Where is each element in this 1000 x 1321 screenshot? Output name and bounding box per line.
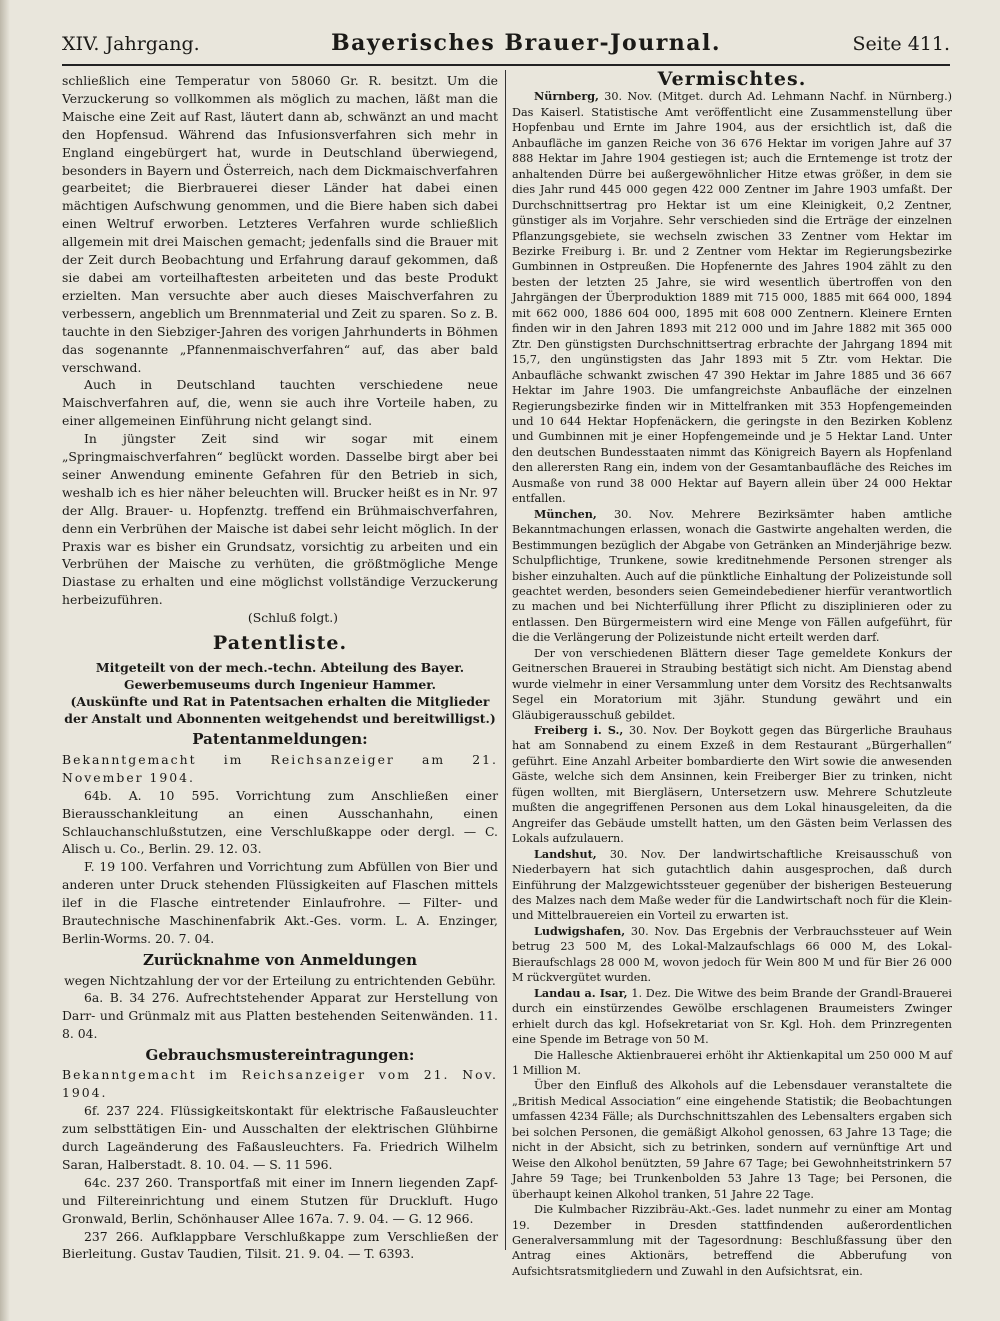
news-item-ludwigshafen (512, 924, 952, 986)
patent-list-source: Mitgeteilt von der mech.-techn. Abteilung des Bayer. Gewerbemuseums durch Ingenieur Hammer. (95, 660, 465, 692)
article-paragraph-2: Auch in Deutschland tauchten verschiedene neue Maischverfahren auf, die, wenn sie auch ihre Vorteile haben, zu einer allgemeinen Einführung nicht gelangt sind. (62, 377, 498, 429)
patent-applications-heading: Patentanmeldungen: (192, 730, 368, 748)
patent-list-title: Patentliste. (212, 632, 348, 655)
withdrawal-heading: Zurücknahme von Anmeldungen (142, 950, 418, 969)
article-paragraph-3: In jüngster Zeit sind wir sogar mit einem „Springmaischverfahren“ beglückt worden. Dasselbe birgt aber bei seiner Anwendung eminente Gefahren für den Betrieb in sich, weshalb ich es hier näher beleuchten will. Brucker heißt es in Nr. 97 der Allg. Brauer- u. Hopfenztg. treffend ein Brühmaischverfahren, denn ein Verbrühen der Maische ist dabei sehr leicht möglich. In der Praxis war es bisher ein Grundsatz, vorsichtig zu arbeiten und ein Verbrühen der Maische zu verhüten, die größtmögliche Menge Diastase zu erhalten und eine möglichst vollständige Verzuckerung herbeizuführen. (62, 431, 498, 608)
volume-label: XIV. Jahrgang. (62, 33, 200, 55)
news-item-landau (512, 986, 952, 1048)
article-paragraph-1: schließlich eine Temperatur von 58060 Gr. R. besitzt. Um die Verzuckerung so vollkommen als möglich zu machen, läßt man die Maische eine Zeit auf Rast, läutert dann ab, schwänzt an und macht den Hopfensud. Während das Infusionsverfahren sich mehr in England eingebürgert hat, wurde in Deutschland überwiegend, besonders in Bayern und Österreich, nach dem Dickmaischverfahren gearbeitet; die Bierbrauerei dieser Länder hat dabei einen mächtigen Aufschwung genommen, und die Biere haben sich dabei einen Weltruf erworben. Letzteres Verfahren wurde schließlich allgemein mit drei Maischen gemacht; jedenfalls sind die Brauer mit der Zeit durch Beobachtung und Erfahrung darauf gekommen, daß sie dabei am vorteilhaftesten arbeiteten und das beste Produkt erzielten. Man versuchte aber auch dieses Maischverfahren zu verbessern, angeblich um Brennmaterial und Zeit zu sparen. So z. B. tauchte in den Siebziger-Jahren des vorigen Jahrhunderts in Böhmen das sogenannte „Pfannenmaischverfahren“ auf, das aber bald verschwand. (62, 73, 498, 375)
dateline: Ludwigshafen, (534, 923, 626, 938)
news-text: 30. Nov. Der Boykott gegen das Bürgerliche Brauhaus hat am Sonnabend zu einem Exzeß in dem Restaurant „Bürgerhallen“ geführt. Eine Anzahl Arbeiter bombardierte den Wirt sowie die anwesenden Gäste, welche sich dem Ansinnen, kein Freiberger Bier zu trinken, nicht fügen wollten, mit Biergläsern, Untersetzern usw. Mehrere Schutzleute mußten die angegriffenen Personen aus dem Lokal hinausgeleiten, da die Angreifer das Gebäude umstellt hatten, um den Gästen beim Verlassen des Lokals aufzulauern. (512, 724, 952, 846)
dateline: Nürnberg, (534, 89, 599, 104)
news-item-kulmbach: Die Kulmbacher Rizzibräu-Akt.-Ges. ladet nunmehr zu einer am Montag 19. Dezember in Dresden stattfindenden außerordentlichen Generalversammlung mit der Tagesordnung: Beschlußfassung über den Antrag eines Aktionärs, betreffend die Abberufung von Aufsichtsratsmitgliedern und Zuwahl in den Aufsichtsrat, ein. (512, 1203, 952, 1278)
news-item-alkohol: Über den Einfluß des Alkohols auf die Lebensdauer veranstaltete die „British Medical Association“ eine eingehende Statistik; die Beobachtungen umfassen 4234 Fälle; als Durchschnittszahlen des Lebensalters ergaben sich bei solchen Personen, die gemäßigt Alkohol genossen, 63 Jahre 13 Tage; die nicht in der Absicht, sich zu betrinken, sondern auf vernünftige Art und Weise den Alkohol benützten, 59 Jahre 67 Tage; bei Gewohnheitstrinkern 57 Jahre 59 Tage; bei Trunkenbolden 53 Jahre 13 Tage; bei Personen, die überhaupt keinen Alkohol tranken, 51 Jahre 22 Tage. (512, 1079, 952, 1201)
withdrawal-entry: 6a. B. 34 276. Aufrechtstehender Apparat zur Herstellung von Darr- und Grünmalz mit aus Platten bestehenden Seitenwänden. 11. 8. 04. (62, 989, 498, 1041)
news-item-muenchen (512, 507, 952, 646)
news-item-nuernberg (512, 89, 952, 506)
right-column (512, 68, 952, 1279)
application-entry: F. 19 100. Verfahren und Vorrichtung zum Abfüllen von Bier und anderen unter Druck stehenden Flüssigkeiten auf Flaschen mittels ilef in die Flasche eintretender Einlaufrohre. — Filter- und Brautechnische Maschinenfabrik Akt.-Ges. vorm. L. A. Enzinger, Berlin-Worms. 20. 7. 04. (62, 859, 498, 946)
column-divider (505, 70, 506, 1250)
news-item-konkurs: Der von verschiedenen Blättern dieser Tage gemeldete Konkurs der Geitnerschen Brauerei in Straubing bestätigt sich nicht. Am Dienstag abend wurde vielmehr in einer Versammlung unter dem Vorsitz des Rechtsanwalts Segel ein Moratorium mit 3jähr. Stundung gewährt und ein Gläubigerausschuß gebildet. (512, 646, 952, 722)
withdrawal-subheading: wegen Nichtzahlung der vor der Erteilung zu entrichtenden Gebühr. (64, 972, 496, 988)
applications-date: Bekanntgemacht im Reichsanzeiger am 21. November 1904. (62, 751, 498, 785)
news-text: 30. Nov. Das Ergebnis der Verbrauchssteuer auf Wein betrug 23 500 M, des Lokal-Malzaufschlags 66 000 M, des Lokal-Bieraufschlags 28 000 M, wovon jedoch für Wein 800 M und für Bier 26 000 M rückvergütet wurden. (512, 924, 952, 985)
page-edge-shadow (0, 0, 10, 1321)
news-text: 30. Nov. Der landwirtschaftliche Kreisausschuß von Niederbayern hat sich gutachtlich dahin ausgesprochen, daß durch Einführung der Malzgewichtssteuer gegenüber der bisherigen Besteuerung des Malzes nach dem Maße weder für die Landwirtschaft noch für die Klein- und Mittelbrauereien ein Vorteil zu erwarten ist. (512, 847, 952, 923)
left-column (62, 72, 498, 1263)
continued-note: (Schluß folgt.) (247, 610, 338, 626)
header-rule (62, 64, 950, 66)
page-header (62, 30, 950, 64)
dateline: Landau a. Isar, (534, 985, 628, 1000)
utility-model-entry: 237 266. Aufklappbare Verschlußkappe zum Verschließen der Bierleitung. Gustav Taudien, Tilsit. 21. 9. 04. — T. 6393. (62, 1228, 498, 1262)
page-number: Seite 411. (852, 33, 950, 55)
application-entry: 64b. A. 10 595. Vorrichtung zum Anschließen einer Bierausschankleitung an einen Ausschanhahn, einen Schlauchanschlußstutzen, eine Verschlußkappe oder dergl. — C. Alisch u. Co., Berlin. 29. 12. 03. (62, 787, 498, 857)
utility-model-date: Bekanntgemacht im Reichsanzeiger vom 21. Nov. 1904. (62, 1067, 498, 1101)
dateline: Landshut, (534, 846, 597, 861)
news-text: 30. Nov. Mehrere Bezirksämter haben amtliche Bekanntmachungen erlassen, wonach die Gastwirte angehalten werden, die Bestimmungen bezüglich der Abgabe von Getränken an Minderjährige bezw. Schulpflichtige, Trunkene, sowie kreditnehmende Personen strenger als bisher einzuhalten. Auch auf die pünktliche Einhaltung der Polizeistunde soll geachtet werden, besonders seien Gemeindebediener hierfür verantwortlich zu machen und bei Nichterfüllung ihrer Pflicht zu disziplinieren oder zu entlassen. Den Bürgermeistern wird eine Menge von Fällen aufgeführt, für die die Verlängerung der Polizeistunde nicht erteilt werden darf. (512, 507, 952, 645)
utility-model-heading: Gebrauchsmustereintragungen: (145, 1045, 415, 1064)
news-item-halle: Die Hallesche Aktienbrauerei erhöht ihr Aktienkapital um 250 000 M auf 1 Million M. (512, 1048, 952, 1077)
dateline: Freiberg i. S., (534, 723, 624, 738)
miscellaneous-title: Vermischtes. (657, 68, 807, 90)
news-text: 1. Dez. Die Witwe des beim Brande der Grandl-Brauerei durch ein einstürzendes Gewölbe erschlagenen Braumeisters Zwinger erhielt durch das kgl. Hofsekretariat von Sr. Kgl. Hoh. dem Prinzregenten eine Spende im Betrage von 50 M. (512, 986, 952, 1047)
news-item-freiberg (512, 723, 952, 847)
dateline: München, (534, 506, 597, 521)
utility-model-entry: 64c. 237 260. Transportfaß mit einer im Innern liegenden Zapf- und Filtereinrichtung und einem Stutzen für Druckluft. Hugo Gronwald, Berlin, Schönhauser Allee 167a. 7. 9. 04. — G. 12 966. (62, 1174, 498, 1226)
patent-list-notice: (Auskünfte und Rat in Patentsachen erhalten die Mitglieder der Anstalt und Abonnenten weitgehendst und bereitwilligst.) (64, 694, 496, 726)
journal-title: Bayerisches Brauer-Journal. (331, 30, 722, 56)
utility-model-entry: 6f. 237 224. Flüssigkeitskontakt für elektrische Faßausleuchter zum selbsttätigen Ein- und Ausschalten der elektrischen Glühbirne durch Lageänderung des Faßausleuchters. Fa. Friedrich Wilhelm Saran, Halberstadt. 8. 10. 04. — S. 11 596. (62, 1103, 498, 1172)
news-item-landshut (512, 847, 952, 924)
news-text: 30. Nov. (Mitget. durch Ad. Lehmann Nachf. in Nürnberg.) Das Kaiserl. Statistische Amt veröffentlicht eine Zusammenstellung über Hopfenbau und Ernte im Jahre 1904, aus der ersichtlich ist, daß die Anbaufläche im ganzen Reiche von 36 676 Hektar im vorigen Jahre auf 37 888 Hektar im Jahre 1904 gestiegen ist; auch die Erntemenge ist trotz der anhaltenden Dürre bei außergewöhnlicher Hitze etwas größer, in dem sie dies Jahr rund 445 000 gegen 422 000 Zentner im Jahre 1903 umfaßt. Der Durchschnittsertrag pro Hektar ist um eine Kleinigkeit, 0,2 Zentner, günstiger als im Vorjahre. Sehr verschieden sind die Erträge der einzelnen Pflanzungsgebiete, sie wechseln zwischen 33 Zentner vom Hektar im Bezirke Freiburg i. Br. und 2 Zentner vom Hektar im Regierungsbezirke Gumbinnen in Ostpreußen. Die Hopfenernte des Jahres 1904 zählt zu den besten der letzten 25 Jahre, sie wird wesentlich übertroffen von den Jahrgängen der Überproduktion 1889 mit 715 000, 1885 mit 664 000, 1894 mit 662 000, 1886 604 000, 1895 mit 608 000 Zentnern. Kleinere Ernten finden wir in den Jahren 1893 mit 212 000 und im Jahre 1882 mit 365 000 Ztr. Den günstigsten Durchschnittsertrag erbrachte der Jahrgang 1894 mit 15,7, den ungünstigsten das Jahr 1893 mit 5 Ztr. vom Hektar. Die Anbaufläche schwankt zwischen 47 390 Hektar im Jahre 1885 und 36 667 Hektar im Jahre 1903. Die umfangreichste Anbaufläche der einzelnen Regierungsbezirke finden wir in Mittelfranken mit 353 Hopfengemeinden und 10 644 Hektar Hopfenäckern, die geringste in den Bezirken Koblenz und Gumbinnen mit je einer Hopfengemeinde und je 5 Hektar Land. Unter den deutschen Bundesstaaten nimmt das Königreich Bayern als Hopfenland den allerersten Rang ein, indem von der Gesamtanbaufläche des Reiches im Ausmaße von rund 38 000 Hektar auf Bayern allein über 24 000 Hektar entfallen. (512, 90, 952, 506)
